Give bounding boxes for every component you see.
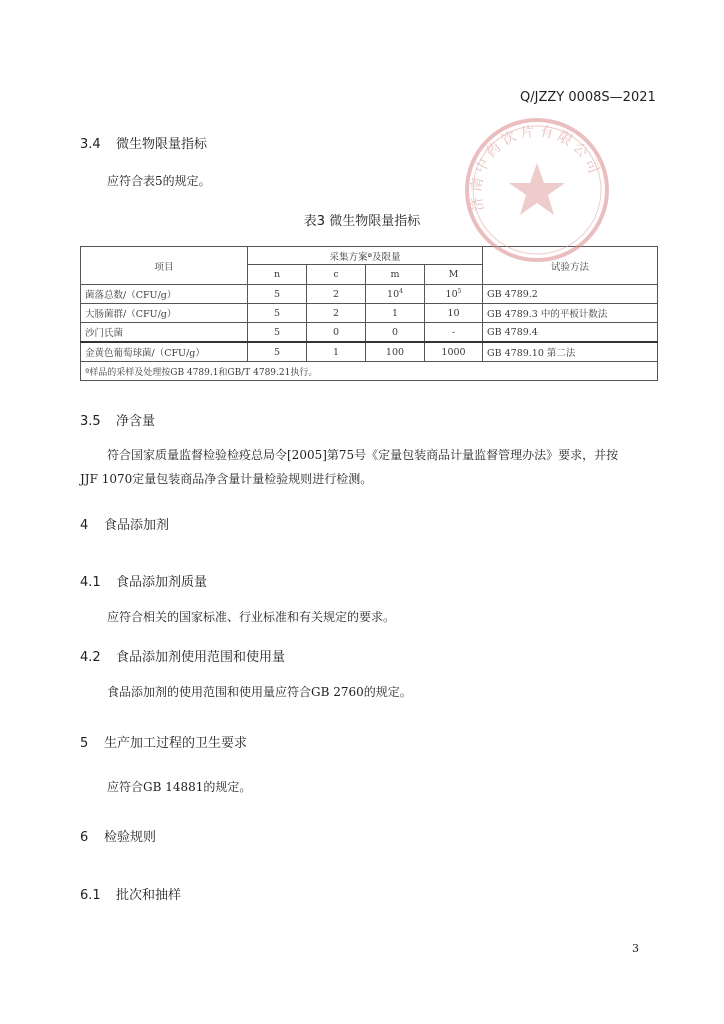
cell-m: 100 (366, 342, 425, 362)
section-5-text: 应符合GB 14881的规定。 (107, 780, 252, 794)
col-header-c: c (307, 265, 366, 285)
table-row (81, 323, 658, 343)
company-seal (462, 115, 612, 265)
cell-M-base: 10 (445, 289, 458, 300)
cell-m: 1 (366, 304, 425, 323)
table-footnote-row (81, 362, 658, 381)
section-3-5-heading (80, 410, 155, 429)
section-title: 食品添加剂质量 (116, 575, 208, 590)
microbial-limit-table (80, 246, 658, 381)
section-4-heading (80, 514, 169, 533)
cell-method: GB 4789.3 中的平板计数法 (483, 304, 658, 323)
section-number: 4 (80, 518, 89, 533)
cell-method: GB 4789.2 (483, 285, 658, 304)
col-header-m: m (366, 265, 425, 285)
section-number: 3.5 (80, 414, 101, 429)
cell-n: 5 (248, 285, 307, 304)
page-number: 3 (632, 942, 639, 955)
col-header-M: M (425, 265, 483, 285)
section-6-heading (80, 826, 156, 845)
cell-m (366, 285, 425, 304)
section-3-4-heading (80, 133, 207, 152)
cell-item: 沙门氏菌 (81, 323, 248, 343)
section-3-5-line1: 符合国家质量监督检验检疫总局令[2005]第75号《定量包装商品计量监督管理办法》要求，并按 (107, 448, 619, 462)
section-number: 4.2 (80, 650, 101, 665)
cell-c: 0 (307, 323, 366, 343)
col-header-method: 试验方法 (483, 247, 658, 285)
col-header-item: 项目 (81, 247, 248, 285)
section-6-1-heading (80, 884, 181, 903)
cell-M: 10 (425, 304, 483, 323)
section-title: 食品添加剂 (104, 518, 170, 533)
svg-text:济南中药饮片有限公司: 济南中药饮片有限公司 (468, 123, 603, 213)
cell-m-exponent: 4 (399, 288, 403, 295)
cell-c: 2 (307, 304, 366, 323)
document-code: Q/JZZY 0008S—2021 (520, 90, 656, 105)
cell-M-exponent: 5 (457, 288, 462, 295)
cell-n: 5 (248, 323, 307, 343)
section-4-1-heading (80, 571, 207, 590)
cell-item: 大肠菌群/（CFU/g） (81, 304, 248, 323)
section-title: 批次和抽样 (116, 888, 182, 903)
section-title: 食品添加剂使用范围和使用量 (116, 650, 286, 665)
table-row (81, 342, 658, 362)
section-number: 4.1 (80, 575, 101, 590)
table-row (81, 304, 658, 323)
cell-M: 1000 (425, 342, 483, 362)
section-number: 3.4 (80, 137, 101, 152)
section-4-2-text: 食品添加剂的使用范围和使用量应符合GB 2760的规定。 (107, 685, 412, 699)
col-header-n: n (248, 265, 307, 285)
cell-c: 1 (307, 342, 366, 362)
cell-m-base: 10 (387, 289, 400, 300)
cell-c: 2 (307, 285, 366, 304)
section-title: 生产加工过程的卫生要求 (104, 736, 248, 751)
section-title: 微生物限量指标 (116, 137, 208, 152)
cell-n: 5 (248, 304, 307, 323)
section-4-2-heading (80, 646, 285, 665)
cell-m: 0 (366, 323, 425, 343)
section-5-heading (80, 732, 247, 751)
cell-method: GB 4789.4 (483, 323, 658, 343)
table-row (81, 285, 658, 304)
cell-M (425, 285, 483, 304)
section-number: 6.1 (80, 888, 101, 903)
section-number: 5 (80, 736, 89, 751)
section-title: 净含量 (116, 414, 156, 429)
cell-item: 菌落总数/（CFU/g） (81, 285, 248, 304)
col-header-sampling: 采集方案ª及限量 (248, 247, 483, 265)
section-title: 检验规则 (104, 830, 157, 845)
section-3-4-text: 应符合表5的规定。 (107, 174, 211, 188)
cell-n: 5 (248, 342, 307, 362)
cell-method: GB 4789.10 第二法 (483, 342, 658, 362)
table-caption: 表3 微生物限量指标 (303, 214, 421, 229)
section-3-5-line2: JJF 1070定量包装商品净含量计量检验规则进行检测。 (80, 472, 373, 486)
cell-item: 金黄色葡萄球菌/（CFU/g） (81, 342, 248, 362)
table-footnote: ª样品的采样及处理按GB 4789.1和GB/T 4789.21执行。 (81, 362, 658, 381)
cell-M: - (425, 323, 483, 343)
section-number: 6 (80, 830, 89, 845)
section-4-1-text: 应符合相关的国家标准、行业标准和有关规定的要求。 (107, 610, 396, 624)
